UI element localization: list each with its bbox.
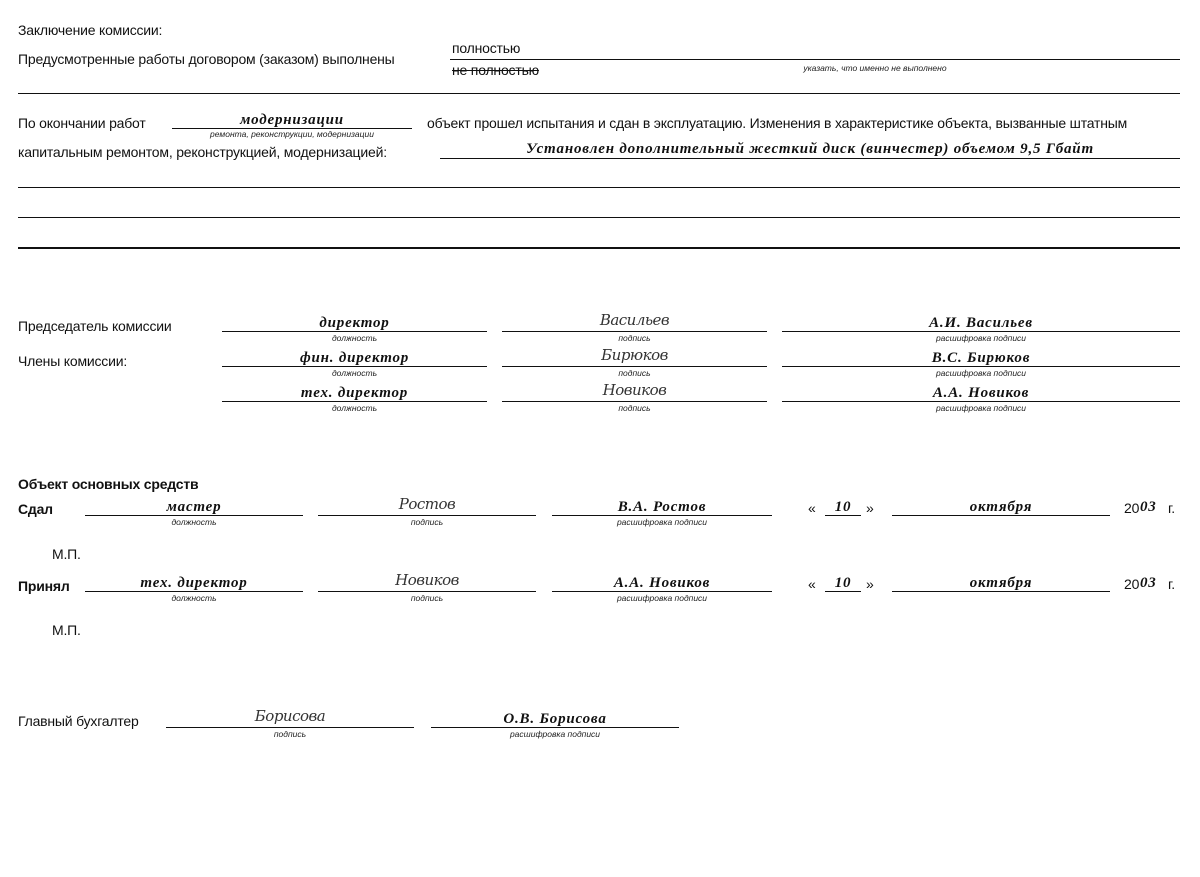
accepted-position-line — [85, 591, 303, 592]
accepted-signature-hint: подпись — [410, 593, 444, 603]
member2-signature[interactable]: Новиков — [602, 381, 667, 399]
accepted-quote-open: « — [808, 576, 816, 592]
accepted-label: Принял — [18, 578, 70, 594]
member2-position-line — [222, 401, 487, 402]
blank-line-1[interactable] — [18, 187, 1180, 188]
chairman-signature[interactable]: Васильев — [599, 311, 670, 329]
member1-name-hint: расшифровка подписи — [935, 368, 1027, 378]
member2-position-hint: должность — [331, 403, 378, 413]
accountant-signature[interactable]: Борисова — [254, 707, 326, 725]
handed-over-day-line — [825, 515, 861, 516]
option-fully: полностью — [452, 40, 521, 56]
accountant-signature-hint: подпись — [273, 729, 307, 739]
accepted-month[interactable]: октября — [969, 575, 1033, 591]
handed-over-year-unit: г. — [1168, 500, 1175, 516]
handed-over-signature[interactable]: Ростов — [398, 495, 456, 513]
accepted-name[interactable]: А.А. Новиков — [613, 575, 711, 591]
handed-over-name-hint: расшифровка подписи — [616, 517, 708, 527]
handed-over-name-line — [552, 515, 772, 516]
handed-over-label: Сдал — [18, 501, 53, 517]
handed-over-position[interactable]: мастер — [166, 499, 222, 515]
changes-label: капитальным ремонтом, реконструкцией, модернизацией: — [18, 144, 387, 160]
stamp-place-2: М.П. — [52, 622, 81, 638]
member1-signature-hint: подпись — [618, 368, 651, 378]
accepted-name-hint: расшифровка подписи — [616, 593, 708, 603]
changes-line — [440, 158, 1180, 159]
accepted-year[interactable]: 03 — [1140, 575, 1157, 591]
partial-hint: указать, что именно не выполнено — [803, 63, 947, 73]
accountant-name-hint: расшифровка подписи — [509, 729, 601, 739]
accepted-day-line — [825, 591, 861, 592]
member1-name-line — [782, 366, 1180, 367]
accountant-name-line — [431, 727, 679, 728]
chairman-position-line — [222, 331, 487, 332]
conclusion-heading: Заключение комиссии: — [18, 22, 163, 38]
member1-signature-line — [502, 366, 767, 367]
accountant-name[interactable]: О.В. Борисова — [503, 711, 607, 727]
handed-over-month-line — [892, 515, 1110, 516]
handed-over-name[interactable]: В.А. Ростов — [617, 499, 707, 515]
work-type-hint: ремонта, реконструкции, модернизации — [210, 129, 374, 139]
accepted-month-line — [892, 591, 1110, 592]
members-label: Члены комиссии: — [18, 353, 128, 369]
accepted-name-line — [552, 591, 772, 592]
section-divider — [18, 247, 1180, 249]
member2-signature-line — [502, 401, 767, 402]
completion-text-line1: объект прошел испытания и сдан в эксплуатацию. Изменения в характеристике объекта, вызванные штатным — [427, 115, 1128, 131]
member2-position[interactable]: тех. директор — [300, 385, 409, 401]
chairman-name[interactable]: А.И. Васильев — [929, 315, 1033, 331]
handed-over-day[interactable]: 10 — [834, 499, 852, 515]
accepted-position[interactable]: тех. директор — [140, 575, 248, 591]
chairman-position-hint: должность — [331, 333, 378, 343]
work-type-value[interactable]: модернизации — [240, 112, 344, 128]
accepted-signature-line — [318, 591, 536, 592]
chairman-signature-line — [502, 331, 767, 332]
accountant-label: Главный бухгалтер — [18, 713, 139, 729]
chairman-label: Председатель комиссии — [18, 318, 172, 334]
chairman-signature-hint: подпись — [618, 333, 651, 343]
handed-over-year[interactable]: 03 — [1140, 499, 1157, 515]
chairman-name-hint: расшифровка подписи — [935, 333, 1027, 343]
chairman-position[interactable]: директор — [319, 315, 390, 331]
stamp-place-1: М.П. — [52, 546, 81, 562]
accepted-position-hint: должность — [171, 593, 217, 603]
handed-over-position-hint: должность — [171, 517, 217, 527]
accepted-year-unit: г. — [1168, 576, 1175, 592]
blank-line-2[interactable] — [18, 217, 1180, 218]
handed-over-position-line — [85, 515, 303, 516]
handed-over-signature-line — [318, 515, 536, 516]
member1-position-line — [222, 366, 487, 367]
accepted-signature[interactable]: Новиков — [395, 571, 459, 589]
option-partially: не полностью — [452, 62, 539, 78]
completion-label: По окончании работ — [18, 115, 146, 131]
accepted-year-prefix: 20 — [1124, 576, 1140, 592]
member1-name[interactable]: В.С. Бирюков — [931, 350, 1031, 366]
accepted-day[interactable]: 10 — [834, 575, 852, 591]
conclusion-blank-line[interactable] — [18, 93, 1180, 94]
handed-over-year-prefix: 20 — [1124, 500, 1140, 516]
works-completed-label: Предусмотренные работы договором (заказом) выполнены — [18, 51, 395, 67]
member1-signature[interactable]: Бирюков — [601, 346, 668, 364]
member2-name-hint: расшифровка подписи — [935, 403, 1027, 413]
member1-position-hint: должность — [331, 368, 378, 378]
changes-value[interactable]: Установлен дополнительный жесткий диск (винчестер) объемом 9,5 Гбайт — [526, 141, 1094, 157]
handed-over-quote-close: » — [866, 500, 874, 516]
member2-signature-hint: подпись — [618, 403, 651, 413]
accountant-signature-line — [166, 727, 414, 728]
handed-over-signature-hint: подпись — [410, 517, 444, 527]
option-fully-line[interactable] — [450, 59, 1180, 60]
member2-name-line — [782, 401, 1180, 402]
asset-heading: Объект основных средств — [18, 476, 199, 492]
handed-over-month[interactable]: октября — [969, 499, 1033, 515]
chairman-name-line — [782, 331, 1180, 332]
handed-over-quote-open: « — [808, 500, 816, 516]
member1-position[interactable]: фин. директор — [299, 350, 410, 366]
member2-name[interactable]: А.А. Новиков — [932, 385, 1030, 401]
accepted-quote-close: » — [866, 576, 874, 592]
